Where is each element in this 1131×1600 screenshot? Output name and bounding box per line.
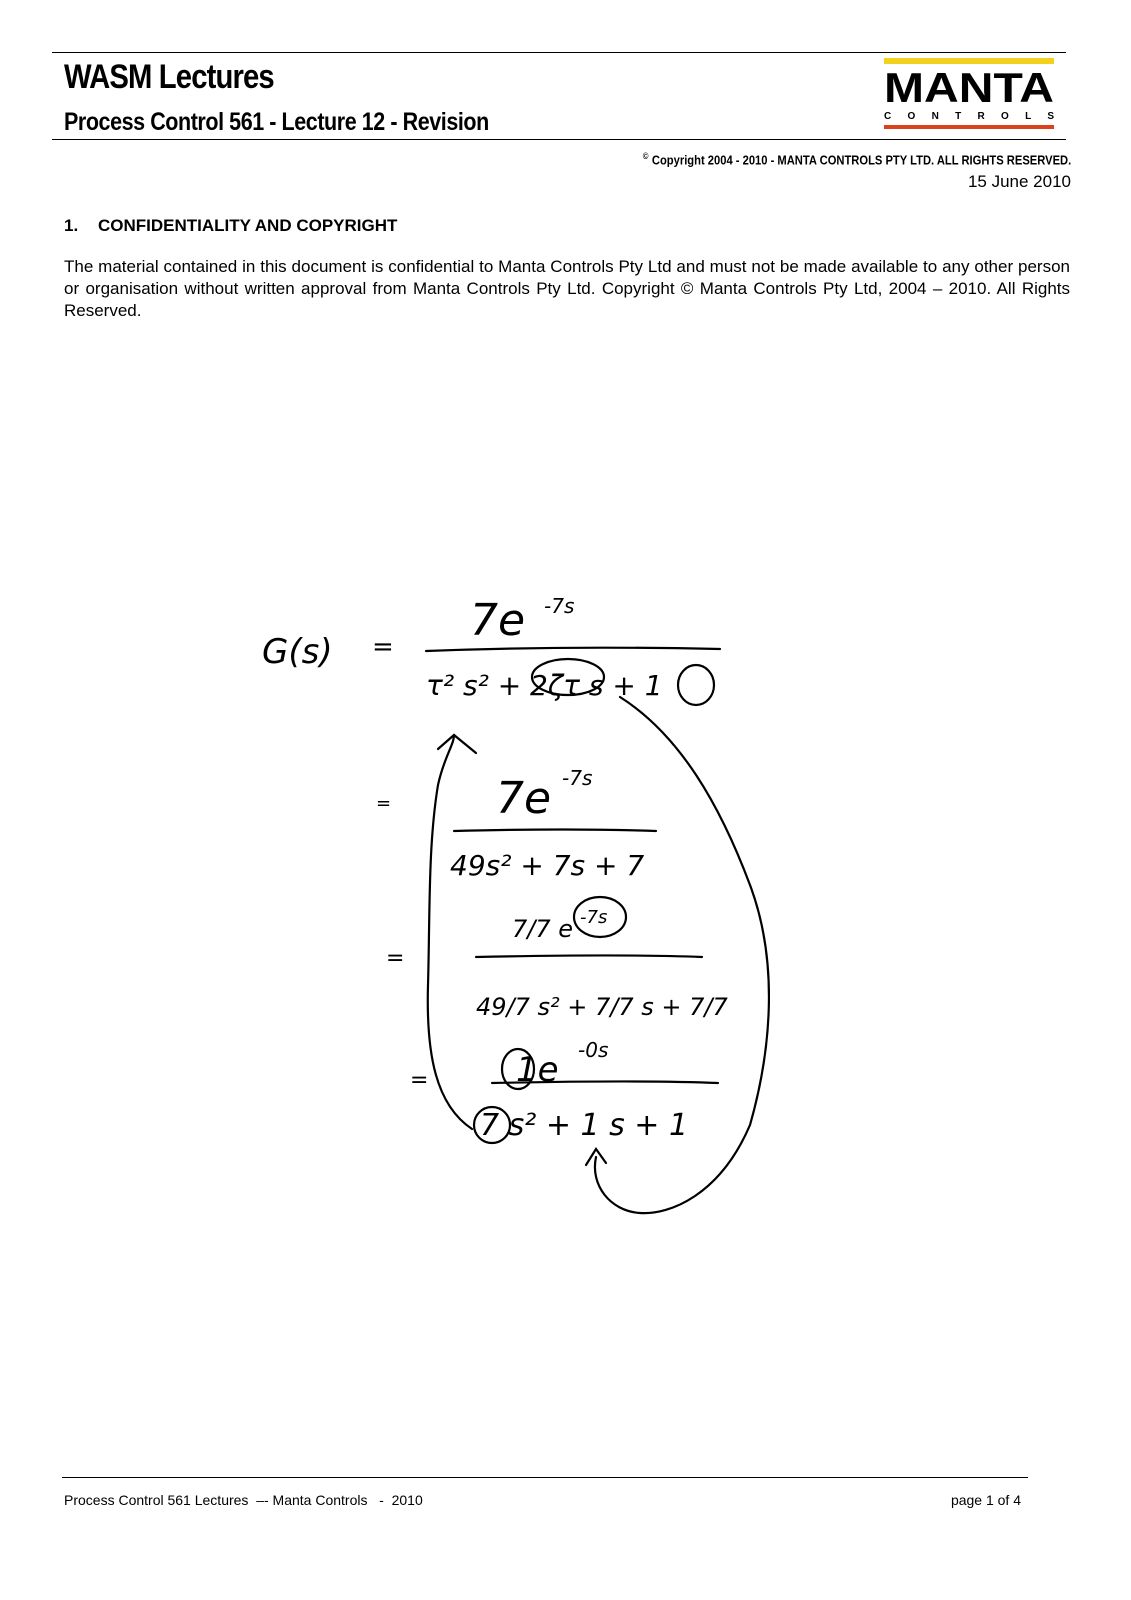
hw-eq-1: = xyxy=(372,632,394,662)
document-subtitle: Process Control 561 - Lecture 12 - Revision xyxy=(64,108,489,136)
header-bottom-rule xyxy=(52,139,1066,140)
hw-circle-one xyxy=(678,665,714,705)
document-title: WASM Lectures xyxy=(64,58,274,96)
hw-step2-num: 7e xyxy=(496,773,552,824)
footer-page-number: page 1 of 4 xyxy=(950,1492,1021,1508)
copyright-notice xyxy=(643,151,1071,167)
logo-name: MANTA xyxy=(884,64,1054,111)
section-title: CONFIDENTIALITY AND COPYRIGHT xyxy=(98,216,398,235)
footer-lecture-info: Process Control 561 Lectures –- Manta Controls - 2010 xyxy=(64,1492,423,1508)
hw-step4-exp: -0s xyxy=(578,1038,609,1062)
handwritten-derivation xyxy=(250,585,770,1265)
hw-lhs: G(s) xyxy=(262,632,333,672)
manta-controls-logo xyxy=(884,58,1080,136)
hw-step1-exp: -7s xyxy=(544,594,575,618)
logo-underline xyxy=(884,125,1054,129)
hw-eq-4: = xyxy=(410,1068,429,1093)
hw-eq-3: = xyxy=(386,946,405,971)
hw-fraction-bar-3 xyxy=(476,956,702,958)
confidentiality-paragraph: The material contained in this document is confidential to Manta Controls Pty Ltd and must not be made available to any other person or organisation without written approval from Manta Controls Pty Ltd. Copyright © Manta Controls Pty Ltd, 2004 – 2010. All Rights Reserved. xyxy=(64,257,1070,320)
hw-step3-exp: -7s xyxy=(580,907,608,928)
hw-step4-den: 7 s² + 1 s + 1 xyxy=(480,1108,689,1143)
copyright-symbol: © xyxy=(642,151,649,161)
hw-step1-num: 7e xyxy=(470,595,526,646)
hw-fraction-bar-2 xyxy=(454,830,656,832)
section-number: 1. xyxy=(64,216,79,235)
hw-step3-num: 7/7 e xyxy=(512,915,574,943)
hw-step4-num: 1e xyxy=(516,1050,559,1090)
hw-step3-den: 49/7 s² + 7/7 s + 7/7 xyxy=(476,993,728,1021)
hw-fraction-bar-4 xyxy=(492,1082,718,1084)
hw-eq-2: = xyxy=(376,793,392,814)
hw-step2-exp: -7s xyxy=(562,766,593,790)
hw-arrow-left-loop xyxy=(428,735,472,1129)
hw-fraction-bar-1 xyxy=(426,648,720,651)
section-heading xyxy=(64,216,397,236)
hw-step2-den: 49s² + 7s + 7 xyxy=(450,849,645,882)
document-date: 15 June 2010 xyxy=(967,172,1071,191)
hw-arrow-left-head xyxy=(438,735,476,753)
logo-tagline: C O N T R O L S xyxy=(884,111,1054,122)
hw-step1-den: τ² s² + 2ζτ s + 1 xyxy=(426,669,663,702)
header-top-rule xyxy=(52,52,1066,53)
footer-rule xyxy=(62,1477,1028,1478)
copyright-text: Copyright 2004 - 2010 - MANTA CONTROLS PTY LTD. ALL RIGHTS RESERVED. xyxy=(651,152,1071,168)
